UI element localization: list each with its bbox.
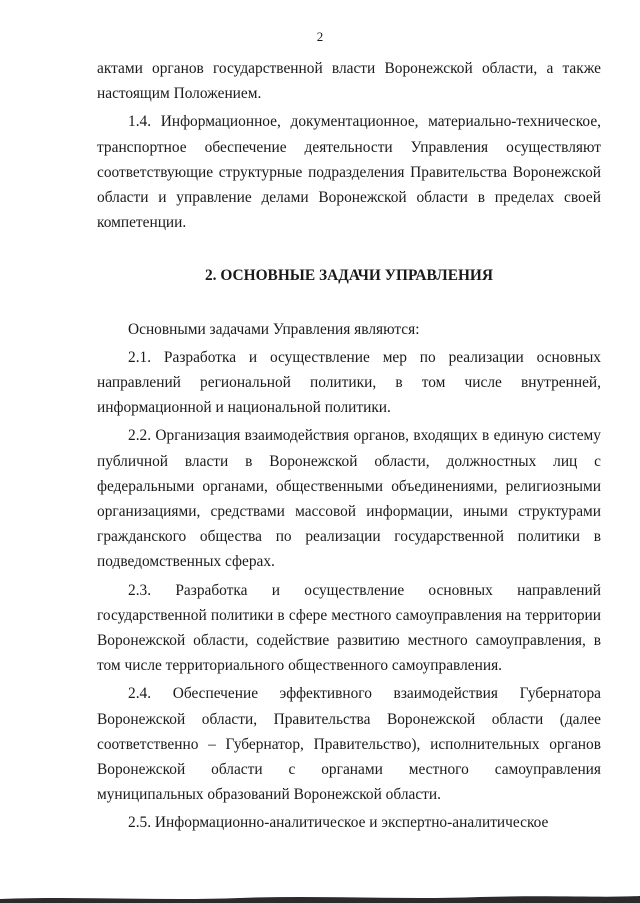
paragraph-2-4: 2.4. Обеспечение эффективного взаимодействия Губернатора Воронежской области, Правительства Воронежской области (далее соответственно – Губернатор, Правительство), исполнительных органов Воронежской области с органами местного самоуправления муниципальных образований Воронежской области. [97,685,601,804]
section-intro: Основными задачами Управления являются: [128,320,420,338]
paragraph-2-3: 2.3. Разработка и осуществление основных направлений государственной политики в сфере местного самоуправления на территории Воронежской области, содействие развитию местного самоуправления, в том числе территориального общественного самоуправления. [97,581,601,675]
paragraph-1-4: 1.4. Информационное, документационное, материально-техническое, транспортное обеспечение деятельности Управления осуществляют соответствующие структурные подразделения Правительства Воронежской области и управление делами Воронежской области в пределах своей компетенции. [97,113,601,232]
page-number: 2 [316,29,324,44]
scan-edge-shadow [0,889,640,903]
paragraph-2-2: 2.2. Организация взаимодействия органов, входящих в единую систему публичной власти в Воронежской области, должностных лиц с федеральными органами, общественными объединениями, религиозными организациями, средствами массовой информации, иными структурами гражданского общества по реализации государственной политики в подведомственных сферах. [97,427,601,571]
paragraph-2-1: 2.1. Разработка и осуществление мер по реализации основных направлений региональной политики, в том числе внутренней, информационной и национальной политики. [97,348,601,417]
paragraph-2-5: 2.5. Информационно-аналитическое и экспертно-аналитическое [128,814,549,832]
document-body [97,56,601,836]
section-heading-2: 2. ОСНОВНЫЕ ЗАДАЧИ УПРАВЛЕНИЯ [204,267,494,285]
paragraph-continuation: актами органов государственной власти Воронежской области, а также настоящим Положением. [97,60,601,103]
